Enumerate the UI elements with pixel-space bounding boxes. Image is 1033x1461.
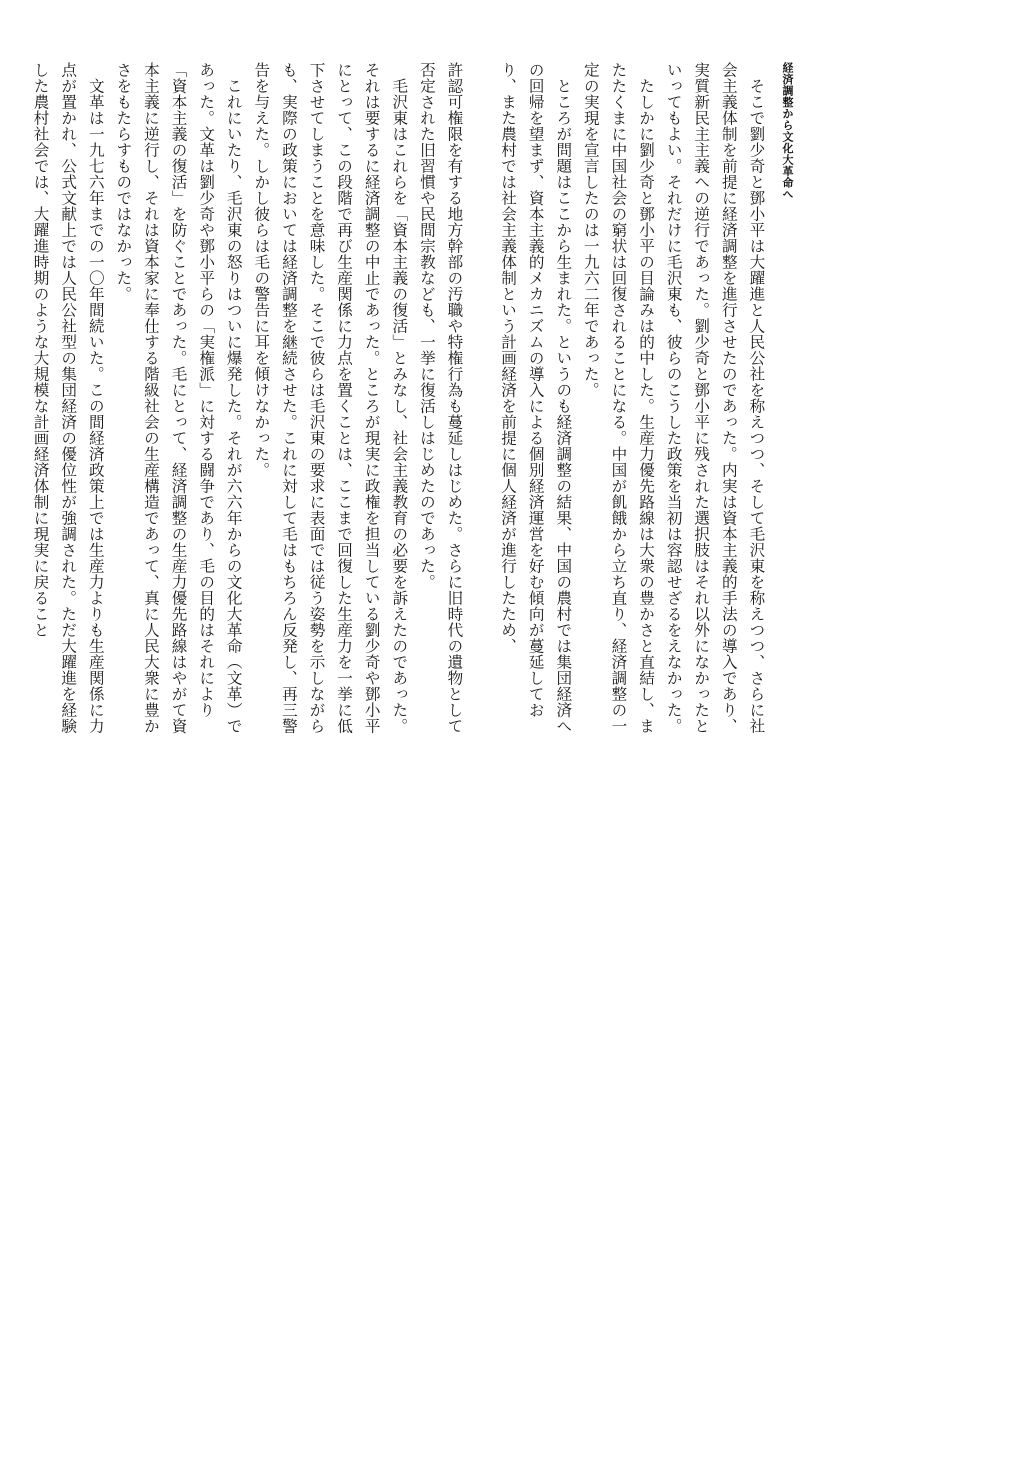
paragraph: たしかに劉少奇と鄧小平の目論みは的中した。生産力優先路線は大衆の豊かさと直結し、またたくまに中国社会の窮状は回復されることになる。中国が飢餓から立ち直り、経済調整の一定の実現を宣言したのは一九六二年であった。 — [581, 62, 656, 734]
paragraph-continued: 許認可権限を有する地方幹部の汚職や特権行為も蔓延しはじめた。さらに旧時代の遺物として否定された旧習慣や民間宗教なども、一挙に復活しはじめたのであった。 — [417, 62, 464, 734]
paragraph: そこで劉少奇と鄧小平は大躍進と人民公社を称えつつ、そして毛沢東を称えつつ、さらに社会主義体制を前提に経済調整を進行させたのであった。内実は資本主義的手法の導入であり、実質新民主主義への逆行であった。劉少奇と鄧小平に残された選択肢はそれ以外になかったといってもよい。それだけに毛沢東も、彼らのこうした政策を当初は容認せざるをえなかった。 — [664, 62, 766, 734]
running-header: 経済調整から文化大革命へ — [781, 62, 794, 200]
paragraph: これにいたり、毛沢東の怒りはついに爆発した。それが六六年からの文化大革命（文革）であった。文革は劉少奇や鄧小平らの「実権派」に対する闘争であり、毛の目的はそれにより「資本主義の復活」を防ぐことであった。毛にとって、経済調整の生産力優先路線はやがて資本主義に逆行し、それは資本家に奉仕する階級社会の生産構造であって、真に人民大衆に豊かさをもたらすものではなかった。 — [114, 62, 243, 734]
vertical-text-body — [26, 62, 801, 742]
paragraph: 文革は一九七六年までの一〇年間続いた。この間経済政策上では生産力よりも生産関係に力点が置かれ、公式文献上では人民公社型の集団経済の優位性が強調された。ただ大躍進を経験した農村社会では、大躍進時期のような大規模な計画経済体制に現実に戻ること — [31, 62, 105, 734]
paragraph: ところが問題はここから生まれた。というのも経済調整の結果、中国の農村では集団経済への回帰を望まず、資本主義的メカニズムの導入による個別経済運営を好む傾向が蔓延しており、また農村では社会主義体制という計画経済を前提に個人経済が進行したため、 — [499, 62, 573, 734]
paragraph: 毛沢東はこれらを「資本主義の復活」とみなし、社会主義教育の必要を訴えたのであった。それは要するに経済調整の中止であった。ところが現実に政権を担当している劉少奇や鄧小平にとって、この段階で再び生産関係に力点を置くことは、ここまで回復した生産力を一挙に低下させてしまうことを意味した。そこで彼らは毛沢東の要求に表面では従う姿勢を示しながらも、実際の政策においては経済調整を継続させた。これに対して毛はもちろん反発し、再三警告を与えた。しかし彼らは毛の警告に耳を傾けなかった。 — [252, 62, 409, 734]
section-gap — [467, 62, 493, 742]
